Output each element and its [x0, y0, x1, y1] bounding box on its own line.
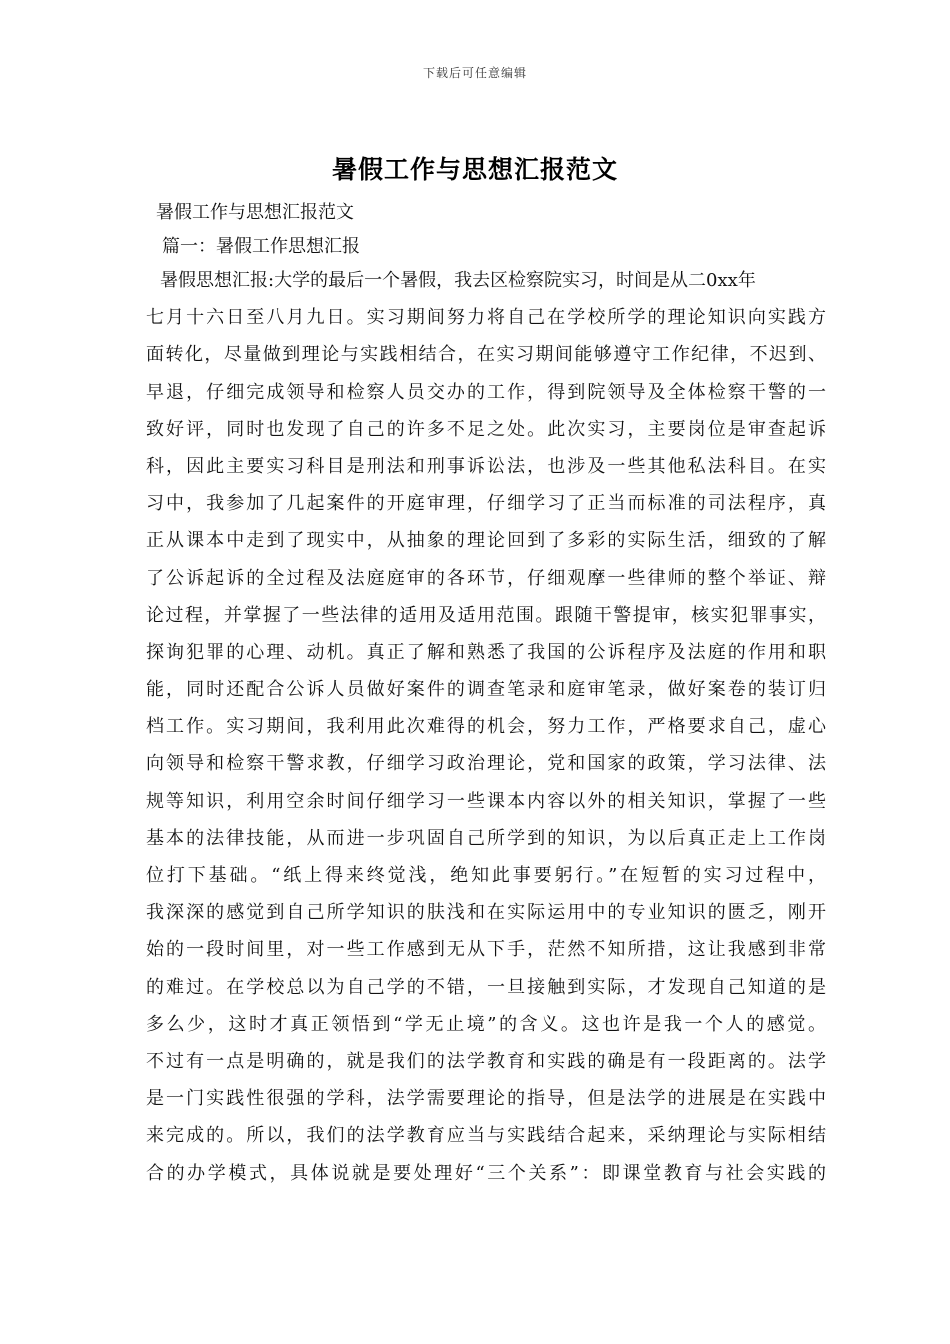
body-line: 面转化，尽量做到理论与实践相结合，在实习期间能够遵守工作纪律，不迟到、 [146, 344, 826, 366]
body-line: 我深深的感觉到自己所学知识的肤浅和在实际运用中的专业知识的匮乏，刚开 [146, 902, 826, 924]
body-line: 早退，仔细完成领导和检察人员交办的工作，得到院领导及全体检察干警的一 [146, 381, 826, 403]
body-line: 多么少，这时才真正领悟到“学无止境”的含义。这也许是我一个人的感觉。 [146, 1013, 826, 1035]
body-line: 七月十六日至八月九日。实习期间努力将自己在学校所学的理论知识向实践方 [146, 307, 826, 329]
body-line: 规等知识，利用空余时间仔细学习一些课本内容以外的相关知识，掌握了一些 [146, 790, 826, 812]
header-note: 下载后可任意编辑 [422, 66, 527, 80]
body-line: 正从课本中走到了现实中，从抽象的理论回到了多彩的实际生活，细致的了解 [146, 530, 826, 552]
document-subtitle: 暑假工作与思想汇报范文 [156, 202, 354, 223]
body-line: 始的一段时间里，对一些工作感到无从下手，茫然不知所措，这让我感到非常 [146, 939, 826, 961]
body-line: 向领导和检察干警求教，仔细学习政治理论，党和国家的政策，学习法律、法 [146, 753, 826, 775]
body-line: 来完成的。所以，我们的法学教育应当与实践结合起来，采纳理论与实际相结 [146, 1125, 826, 1147]
body-line: 了公诉起诉的全过程及法庭庭审的各环节，仔细观摩一些律师的整个举证、辩 [146, 567, 826, 589]
body-line: 习中，我参加了几起案件的开庭审理，仔细学习了正当而标准的司法程序，真 [146, 493, 826, 515]
body-line: 致好评，同时也发现了自己的许多不足之处。此次实习，主要岗位是审查起诉 [146, 418, 826, 440]
body-line: 档工作。实习期间，我利用此次难得的机会，努力工作，严格要求自己，虚心 [146, 716, 826, 738]
body-line: 的难过。在学校总以为自己学的不错，一旦接触到实际，才发现自己知道的是 [146, 976, 826, 998]
body-line: 能，同时还配合公诉人员做好案件的调查笔录和庭审笔录，做好案卷的装订归 [146, 679, 826, 701]
body-text [146, 262, 826, 1192]
body-line: 不过有一点是明确的，就是我们的法学教育和实践的确是有一段距离的。法学 [146, 1050, 826, 1072]
body-line: 暑假思想汇报:大学的最后一个暑假，我去区检察院实习，时间是从二0xx年 [160, 270, 756, 291]
body-line: 基本的法律技能，从而进一步巩固自己所学到的知识，为以后真正走上工作岗 [146, 827, 826, 849]
body-line: 论过程，并掌握了一些法律的适用及适用范围。跟随干警提审，核实犯罪事实， [146, 604, 826, 626]
body-line: 科，因此主要实习科目是刑法和刑事诉讼法，也涉及一些其他私法科目。在实 [146, 455, 826, 477]
body-line: 合的办学模式，具体说就是要处理好“三个关系”：即课堂教育与社会实践的 [146, 1162, 826, 1184]
body-line: 位打下基础。“纸上得来终觉浅，绝知此事要躬行。”在短暂的实习过程中， [146, 865, 826, 886]
document-title: 暑假工作与思想汇报范文 [331, 155, 618, 184]
body-line: 是一门实践性很强的学科，法学需要理论的指导，但是法学的进展是在实践中 [146, 1088, 826, 1110]
section-heading: 篇一：暑假工作思想汇报 [162, 236, 360, 257]
body-line: 探询犯罪的心理、动机。真正了解和熟悉了我国的公诉程序及法庭的作用和职 [146, 641, 826, 663]
